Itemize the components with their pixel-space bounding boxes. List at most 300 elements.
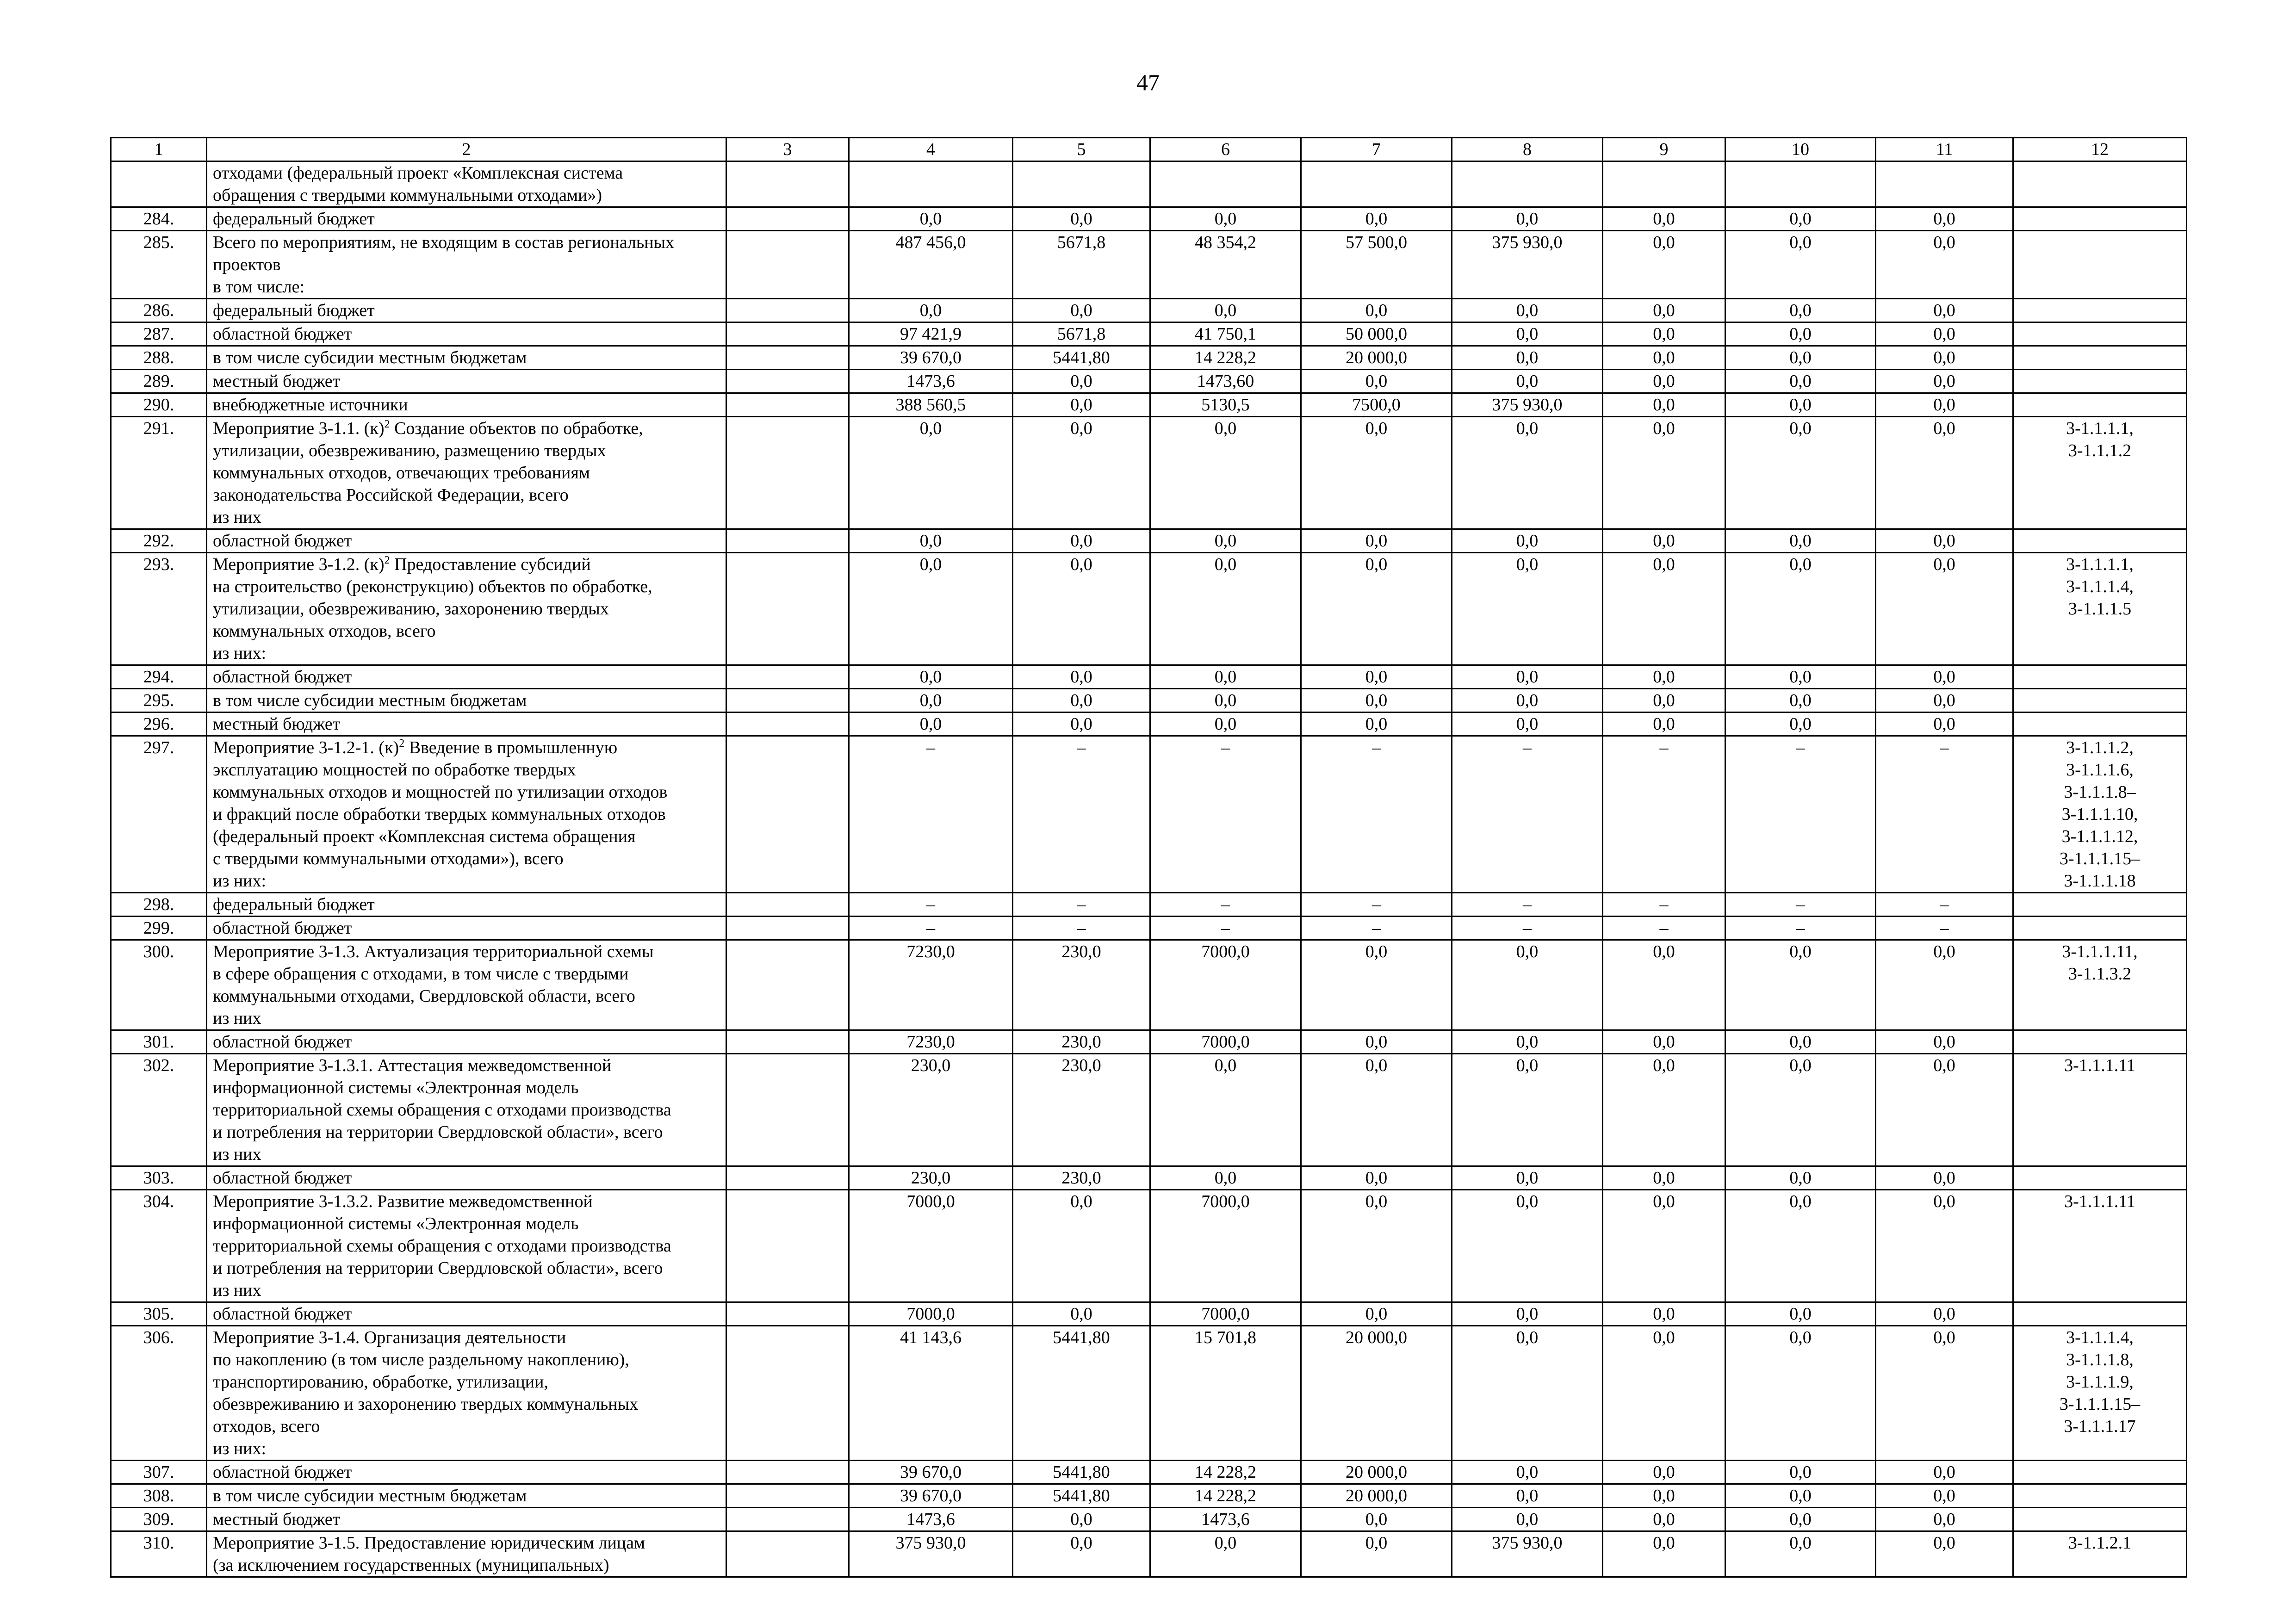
value-cell: 0,0 — [1725, 322, 1876, 346]
row-number-cell: 294. — [111, 665, 207, 689]
value-cell: 375 930,0 — [849, 1531, 1013, 1577]
value-cell: 7000,0 — [1150, 940, 1301, 1030]
column-number-cell: 7 — [1301, 138, 1452, 161]
table-row — [111, 1461, 2187, 1484]
value-cell: 0,0 — [1725, 665, 1876, 689]
row-number-cell: 295. — [111, 689, 207, 712]
value-cell: 0,0 — [1603, 207, 1725, 231]
value-cell: – — [1301, 893, 1452, 917]
footnote-mark: 2 — [399, 737, 405, 750]
value-cell: 0,0 — [1876, 665, 2013, 689]
table-row — [111, 1508, 2187, 1531]
value-cell: 41 750,1 — [1150, 322, 1301, 346]
value-cell: 1473,60 — [1150, 370, 1301, 393]
item-name-text: местный бюджет — [213, 372, 341, 391]
value-cell: 0,0 — [1603, 1190, 1725, 1302]
value-cell: 1473,6 — [1150, 1508, 1301, 1531]
row-number-cell: 306. — [111, 1326, 207, 1461]
value-cell: 0,0 — [1013, 370, 1150, 393]
column-number-cell: 5 — [1013, 138, 1150, 161]
row-number-cell: 310. — [111, 1531, 207, 1577]
value-cell: 0,0 — [1876, 417, 2013, 529]
value-cell: 388 560,5 — [849, 393, 1013, 417]
column-number-header-row — [111, 138, 2187, 161]
value-cell: 0,0 — [1876, 299, 2013, 322]
value-cell: – — [1013, 736, 1150, 893]
value-cell: 0,0 — [1603, 322, 1725, 346]
item-name-text: Создание объектов по обработке, утилизации, обезвреживанию, размещению твердых коммунальных отходов, отвечающих требованиям законодательства Российской Федерации, всего из них — [213, 419, 643, 527]
item-name-cell — [207, 1302, 726, 1326]
value-cell: 0,0 — [1150, 1166, 1301, 1190]
value-cell: 0,0 — [1452, 1030, 1603, 1054]
value-cell: 39 670,0 — [849, 346, 1013, 370]
table-row — [111, 1054, 2187, 1166]
value-cell: 0,0 — [1013, 1302, 1150, 1326]
value-cell: 0,0 — [1725, 553, 1876, 665]
value-cell: 0,0 — [1301, 1190, 1452, 1302]
value-cell: 0,0 — [1013, 207, 1150, 231]
column-3-cell — [726, 1484, 849, 1508]
value-cell: 5441,80 — [1013, 1326, 1150, 1461]
value-cell: 0,0 — [1725, 231, 1876, 299]
row-number-cell: 298. — [111, 893, 207, 917]
value-cell: 487 456,0 — [849, 231, 1013, 299]
column-3-cell — [726, 712, 849, 736]
row-number-cell: 284. — [111, 207, 207, 231]
target-reference-cell — [2013, 231, 2187, 299]
item-name-text: Мероприятие 3-1.4. Организация деятельности по накоплению (в том числе раздельному накоплению), транспортированию, обработке, утилизации, обезвреживанию и захоронению твердых коммунальных отходов, всего из них: — [213, 1328, 639, 1458]
value-cell: 0,0 — [1876, 1166, 2013, 1190]
value-cell: 14 228,2 — [1150, 346, 1301, 370]
value-cell: 0,0 — [1876, 1030, 2013, 1054]
value-cell: 5441,80 — [1013, 1484, 1150, 1508]
value-cell: 0,0 — [1013, 417, 1150, 529]
target-reference-cell: 3-1.1.1.1, 3-1.1.1.2 — [2013, 417, 2187, 529]
item-name-text: федеральный бюджет — [213, 301, 375, 320]
table-row — [111, 299, 2187, 322]
value-cell: 0,0 — [849, 712, 1013, 736]
value-cell: 0,0 — [1876, 1302, 2013, 1326]
row-number-cell: 288. — [111, 346, 207, 370]
value-cell: – — [1013, 893, 1150, 917]
table-row — [111, 1190, 2187, 1302]
budget-table — [110, 137, 2187, 1578]
value-cell: 0,0 — [1452, 553, 1603, 665]
value-cell: 0,0 — [849, 665, 1013, 689]
value-cell: 0,0 — [1603, 1166, 1725, 1190]
column-3-cell — [726, 689, 849, 712]
value-cell: 0,0 — [1603, 1461, 1725, 1484]
column-number-cell: 1 — [111, 138, 207, 161]
value-cell: 5671,8 — [1013, 231, 1150, 299]
value-cell: – — [849, 736, 1013, 893]
value-cell: 0,0 — [1876, 207, 2013, 231]
value-cell: 230,0 — [1013, 1030, 1150, 1054]
column-3-cell — [726, 417, 849, 529]
item-name-text: Мероприятие 3-1.5. Предоставление юридическим лицам (за исключением государственных (муниципальных) — [213, 1533, 645, 1575]
item-name-text: в том числе субсидии местным бюджетам — [213, 1486, 527, 1505]
column-3-cell — [726, 553, 849, 665]
value-cell: 39 670,0 — [849, 1484, 1013, 1508]
item-name-prefix: Мероприятие 3-1.1. (к) — [213, 419, 385, 438]
value-cell: 0,0 — [1876, 712, 2013, 736]
item-name-text: областной бюджет — [213, 918, 352, 938]
value-cell: 97 421,9 — [849, 322, 1013, 346]
item-name-cell — [207, 1054, 726, 1166]
column-number-cell: 2 — [207, 138, 726, 161]
value-cell: 0,0 — [1301, 689, 1452, 712]
target-reference-cell — [2013, 893, 2187, 917]
column-3-cell — [726, 736, 849, 893]
item-name-cell — [207, 1508, 726, 1531]
item-name-text: местный бюджет — [213, 714, 341, 734]
value-cell: 0,0 — [1452, 207, 1603, 231]
table-row — [111, 417, 2187, 529]
column-3-cell — [726, 346, 849, 370]
item-name-text: областной бюджет — [213, 1304, 352, 1324]
value-cell: 0,0 — [849, 207, 1013, 231]
table-row — [111, 917, 2187, 940]
value-cell: 0,0 — [1301, 665, 1452, 689]
value-cell: 0,0 — [1452, 712, 1603, 736]
value-cell: 0,0 — [1725, 940, 1876, 1030]
value-cell: 0,0 — [1876, 322, 2013, 346]
column-3-cell — [726, 529, 849, 553]
value-cell: 0,0 — [1150, 553, 1301, 665]
value-cell: 7000,0 — [849, 1190, 1013, 1302]
row-number-cell: 290. — [111, 393, 207, 417]
value-cell: 0,0 — [1150, 689, 1301, 712]
target-reference-cell — [2013, 1484, 2187, 1508]
value-cell — [1301, 161, 1452, 207]
value-cell — [1603, 161, 1725, 207]
value-cell: 0,0 — [1725, 1054, 1876, 1166]
column-3-cell — [726, 1302, 849, 1326]
value-cell: 20 000,0 — [1301, 1484, 1452, 1508]
value-cell: – — [1603, 736, 1725, 893]
item-name-cell — [207, 161, 726, 207]
column-3-cell — [726, 917, 849, 940]
column-3-cell — [726, 1531, 849, 1577]
item-name-text: областной бюджет — [213, 1168, 352, 1188]
target-reference-cell: 3-1.1.1.4, 3-1.1.1.8, 3-1.1.1.9, 3-1.1.1.15– 3-1.1.1.17 — [2013, 1326, 2187, 1461]
item-name-text: областной бюджет — [213, 667, 352, 687]
target-reference-cell: 3-1.1.1.11 — [2013, 1190, 2187, 1302]
value-cell: 0,0 — [1725, 1190, 1876, 1302]
item-name-text: в том числе субсидии местным бюджетам — [213, 691, 527, 710]
item-name-text: областной бюджет — [213, 1462, 352, 1482]
column-number-cell: 3 — [726, 138, 849, 161]
value-cell: 50 000,0 — [1301, 322, 1452, 346]
table-row — [111, 940, 2187, 1030]
footnote-mark: 2 — [384, 554, 390, 566]
value-cell: 0,0 — [1876, 1054, 2013, 1166]
value-cell: 0,0 — [1603, 1484, 1725, 1508]
item-name-cell — [207, 665, 726, 689]
value-cell: 0,0 — [1452, 1054, 1603, 1166]
row-number-cell: 308. — [111, 1484, 207, 1508]
value-cell: 5130,5 — [1150, 393, 1301, 417]
item-name-text: областной бюджет — [213, 531, 352, 551]
value-cell: 0,0 — [1013, 665, 1150, 689]
value-cell: 0,0 — [1725, 1326, 1876, 1461]
value-cell: 0,0 — [1603, 1531, 1725, 1577]
item-name-cell — [207, 322, 726, 346]
item-name-text: федеральный бюджет — [213, 895, 375, 914]
value-cell: 0,0 — [1876, 553, 2013, 665]
value-cell: 7000,0 — [849, 1302, 1013, 1326]
item-name-cell — [207, 893, 726, 917]
value-cell: 7230,0 — [849, 1030, 1013, 1054]
target-reference-cell — [2013, 1461, 2187, 1484]
target-reference-cell — [2013, 322, 2187, 346]
value-cell: 0,0 — [1013, 553, 1150, 665]
column-3-cell — [726, 1461, 849, 1484]
value-cell: 0,0 — [1603, 346, 1725, 370]
value-cell: 0,0 — [1603, 665, 1725, 689]
column-3-cell — [726, 231, 849, 299]
value-cell: 0,0 — [1725, 1508, 1876, 1531]
row-number-cell: 307. — [111, 1461, 207, 1484]
value-cell: 0,0 — [1452, 665, 1603, 689]
value-cell: 0,0 — [1876, 1484, 2013, 1508]
item-name-text: местный бюджет — [213, 1510, 341, 1529]
value-cell: 375 930,0 — [1452, 393, 1603, 417]
table-row — [111, 231, 2187, 299]
value-cell: – — [1876, 917, 2013, 940]
value-cell: 0,0 — [1725, 712, 1876, 736]
table-row — [111, 393, 2187, 417]
item-name-cell — [207, 553, 726, 665]
value-cell: 0,0 — [849, 529, 1013, 553]
value-cell: 0,0 — [1725, 417, 1876, 529]
value-cell: 0,0 — [1452, 1484, 1603, 1508]
value-cell: 0,0 — [1876, 940, 2013, 1030]
value-cell: 14 228,2 — [1150, 1461, 1301, 1484]
item-name-text: Введение в промышленную эксплуатацию мощностей по обработке твердых коммунальных отходов и мощностей по утилизации отходов и фракций после обработки твердых коммунальных отходов (федеральный проект «Комплексная система обращения с твердыми коммунальными отходами»), всего из них: — [213, 738, 668, 891]
value-cell: 0,0 — [1725, 299, 1876, 322]
table-row — [111, 346, 2187, 370]
value-cell: 0,0 — [1013, 689, 1150, 712]
value-cell: 0,0 — [849, 417, 1013, 529]
page-number: 47 — [1136, 69, 1160, 95]
value-cell: 7500,0 — [1301, 393, 1452, 417]
value-cell: – — [849, 917, 1013, 940]
value-cell: 0,0 — [1301, 1054, 1452, 1166]
value-cell: 0,0 — [1725, 1484, 1876, 1508]
item-name-text: в том числе субсидии местным бюджетам — [213, 348, 527, 367]
value-cell: 0,0 — [1301, 299, 1452, 322]
column-number-cell: 8 — [1452, 138, 1603, 161]
value-cell: 230,0 — [849, 1166, 1013, 1190]
item-name-text: Всего по мероприятиям, не входящим в состав региональных проектов в том числе: — [213, 233, 675, 297]
value-cell: 0,0 — [1301, 207, 1452, 231]
value-cell: 0,0 — [1603, 1302, 1725, 1326]
value-cell: 0,0 — [1013, 1508, 1150, 1531]
value-cell: 230,0 — [1013, 940, 1150, 1030]
value-cell: 0,0 — [1725, 1531, 1876, 1577]
value-cell: 0,0 — [1876, 689, 2013, 712]
value-cell: – — [1452, 917, 1603, 940]
target-reference-cell — [2013, 917, 2187, 940]
row-number-cell: 299. — [111, 917, 207, 940]
value-cell: 5441,80 — [1013, 1461, 1150, 1484]
value-cell: 0,0 — [1876, 529, 2013, 553]
value-cell: 0,0 — [1603, 1054, 1725, 1166]
value-cell: 230,0 — [1013, 1166, 1150, 1190]
value-cell: 0,0 — [1013, 529, 1150, 553]
value-cell: 0,0 — [1876, 393, 2013, 417]
item-name-cell — [207, 712, 726, 736]
item-name-text: областной бюджет — [213, 1032, 352, 1052]
target-reference-cell — [2013, 1508, 2187, 1531]
value-cell: 0,0 — [1603, 553, 1725, 665]
value-cell: 0,0 — [1013, 1531, 1150, 1577]
table-row — [111, 689, 2187, 712]
value-cell: 0,0 — [1876, 1531, 2013, 1577]
target-reference-cell: 3-1.1.1.11 — [2013, 1054, 2187, 1166]
item-name-cell — [207, 417, 726, 529]
value-cell: 0,0 — [1725, 346, 1876, 370]
value-cell: 0,0 — [1603, 712, 1725, 736]
value-cell: – — [1301, 736, 1452, 893]
value-cell — [1452, 161, 1603, 207]
table-row — [111, 1326, 2187, 1461]
row-number-cell: 301. — [111, 1030, 207, 1054]
item-name-cell — [207, 346, 726, 370]
row-number-cell: 287. — [111, 322, 207, 346]
value-cell: 0,0 — [1452, 940, 1603, 1030]
value-cell: 20 000,0 — [1301, 1326, 1452, 1461]
column-number-cell: 4 — [849, 138, 1013, 161]
value-cell: – — [1150, 917, 1301, 940]
column-3-cell — [726, 1508, 849, 1531]
item-name-cell — [207, 207, 726, 231]
table-row — [111, 665, 2187, 689]
row-number-cell: 289. — [111, 370, 207, 393]
column-3-cell — [726, 1166, 849, 1190]
value-cell: 14 228,2 — [1150, 1484, 1301, 1508]
value-cell: 0,0 — [1013, 1190, 1150, 1302]
value-cell: 0,0 — [1452, 299, 1603, 322]
value-cell: 0,0 — [1150, 1531, 1301, 1577]
item-name-cell — [207, 1166, 726, 1190]
column-3-cell — [726, 1190, 849, 1302]
value-cell: 0,0 — [1150, 665, 1301, 689]
column-3-cell — [726, 940, 849, 1030]
target-reference-cell: 3-1.1.1.11, 3-1.1.3.2 — [2013, 940, 2187, 1030]
value-cell: 0,0 — [1603, 370, 1725, 393]
row-number-cell: 304. — [111, 1190, 207, 1302]
column-3-cell — [726, 1030, 849, 1054]
item-name-text: Мероприятие 3-1.3.1. Аттестация межведомственной информационной системы «Электронная модель территориальной схемы обращения с отходами производства и потребления на территории Свердловской области», всего из них — [213, 1056, 671, 1164]
table-row — [111, 161, 2187, 207]
value-cell: 0,0 — [1452, 1326, 1603, 1461]
item-name-text: внебюджетные источники — [213, 395, 408, 415]
value-cell: 0,0 — [1452, 417, 1603, 529]
value-cell: 0,0 — [1013, 712, 1150, 736]
value-cell: 0,0 — [1150, 417, 1301, 529]
value-cell: 375 930,0 — [1452, 231, 1603, 299]
target-reference-cell: 3-1.1.2.1 — [2013, 1531, 2187, 1577]
value-cell: 20 000,0 — [1301, 346, 1452, 370]
item-name-prefix: Мероприятие 3-1.2. (к) — [213, 555, 385, 574]
value-cell: 0,0 — [1725, 207, 1876, 231]
value-cell: 0,0 — [1301, 1302, 1452, 1326]
item-name-cell — [207, 1326, 726, 1461]
row-number-cell: 302. — [111, 1054, 207, 1166]
value-cell: – — [1725, 893, 1876, 917]
column-number-cell: 9 — [1603, 138, 1725, 161]
item-name-text: Мероприятие 3-1.3.2. Развитие межведомственной информационной системы «Электронная модель территориальной схемы обращения с отходами производства и потребления на территории Свердловской области», всего из них — [213, 1192, 671, 1300]
value-cell: – — [1452, 736, 1603, 893]
value-cell: 7000,0 — [1150, 1190, 1301, 1302]
value-cell: 0,0 — [1876, 1326, 2013, 1461]
item-name-cell — [207, 393, 726, 417]
item-name-text: федеральный бюджет — [213, 209, 375, 229]
row-number-cell: 296. — [111, 712, 207, 736]
value-cell: 0,0 — [1725, 1030, 1876, 1054]
target-reference-cell — [2013, 207, 2187, 231]
item-name-cell — [207, 299, 726, 322]
item-name-cell — [207, 529, 726, 553]
table-row — [111, 1166, 2187, 1190]
value-cell: – — [849, 893, 1013, 917]
value-cell: 0,0 — [1876, 1461, 2013, 1484]
value-cell: 0,0 — [1150, 712, 1301, 736]
table-row — [111, 207, 2187, 231]
table-row — [111, 529, 2187, 553]
value-cell: 0,0 — [1452, 370, 1603, 393]
item-name-text: Мероприятие 3-1.3. Актуализация территориальной схемы в сфере обращения с отходами, в том числе с твердыми коммунальными отходами, Свердловской области, всего из них — [213, 942, 654, 1028]
target-reference-cell — [2013, 161, 2187, 207]
value-cell: 39 670,0 — [849, 1461, 1013, 1484]
target-reference-cell: 3-1.1.1.2, 3-1.1.1.6, 3-1.1.1.8– 3-1.1.1.10, 3-1.1.1.12, 3-1.1.1.15– 3-1.1.1.18 — [2013, 736, 2187, 893]
value-cell: 0,0 — [1452, 322, 1603, 346]
value-cell: 0,0 — [1150, 207, 1301, 231]
value-cell: – — [1013, 917, 1150, 940]
value-cell: 0,0 — [1603, 231, 1725, 299]
value-cell: 0,0 — [1301, 1030, 1452, 1054]
row-number-cell: 285. — [111, 231, 207, 299]
value-cell: – — [1725, 736, 1876, 893]
value-cell: 0,0 — [1301, 1531, 1452, 1577]
value-cell: 15 701,8 — [1150, 1326, 1301, 1461]
value-cell: 7000,0 — [1150, 1302, 1301, 1326]
value-cell: 41 143,6 — [849, 1326, 1013, 1461]
value-cell: 1473,6 — [849, 370, 1013, 393]
value-cell: 7230,0 — [849, 940, 1013, 1030]
value-cell: 0,0 — [1150, 1054, 1301, 1166]
value-cell: 20 000,0 — [1301, 1461, 1452, 1484]
item-name-cell — [207, 940, 726, 1030]
target-reference-cell — [2013, 689, 2187, 712]
column-3-cell — [726, 393, 849, 417]
table-row — [111, 893, 2187, 917]
target-reference-cell — [2013, 370, 2187, 393]
target-reference-cell — [2013, 346, 2187, 370]
row-number-cell: 297. — [111, 736, 207, 893]
value-cell: 0,0 — [1876, 1508, 2013, 1531]
value-cell: 0,0 — [1301, 529, 1452, 553]
value-cell: 0,0 — [1301, 1508, 1452, 1531]
target-reference-cell: 3-1.1.1.1, 3-1.1.1.4, 3-1.1.1.5 — [2013, 553, 2187, 665]
column-3-cell — [726, 1326, 849, 1461]
column-3-cell — [726, 322, 849, 346]
row-number-cell: 305. — [111, 1302, 207, 1326]
value-cell: – — [1150, 736, 1301, 893]
value-cell: 0,0 — [1725, 1302, 1876, 1326]
